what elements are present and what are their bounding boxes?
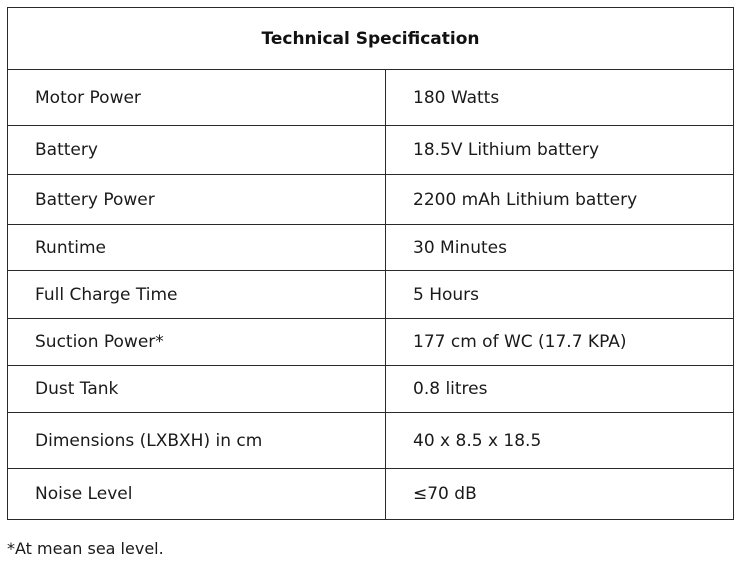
spec-label: Battery [8,126,386,175]
spec-value: 30 Minutes [386,225,734,271]
table-row [8,70,734,126]
spec-value: 2200 mAh Lithium battery [386,175,734,225]
spec-label: Suction Power* [8,319,386,366]
spec-value: 0.8 litres [386,366,734,413]
spec-label: Dimensions (LXBXH) in cm [8,413,386,469]
table-row [8,413,734,469]
table-row [8,175,734,225]
spec-label: Battery Power [8,175,386,225]
table-row [8,225,734,271]
spec-value: 18.5V Lithium battery [386,126,734,175]
table-row [8,126,734,175]
spec-label: Noise Level [8,469,386,520]
spec-label: Runtime [8,225,386,271]
spec-value: 40 x 8.5 x 18.5 [386,413,734,469]
spec-label: Dust Tank [8,366,386,413]
footnote: *At mean sea level. [7,539,164,558]
spec-label: Motor Power [8,70,386,126]
spec-value: 177 cm of WC (17.7 KPA) [386,319,734,366]
spec-table [7,7,734,520]
spec-value: 5 Hours [386,271,734,319]
table-row [8,271,734,319]
spec-label: Full Charge Time [8,271,386,319]
spec-value: 180 Watts [386,70,734,126]
table-header-row [8,8,734,70]
table-row [8,366,734,413]
spec-value: ≤70 dB [386,469,734,520]
table-title: Technical Specification [8,8,734,70]
table-row [8,319,734,366]
table-row [8,469,734,520]
